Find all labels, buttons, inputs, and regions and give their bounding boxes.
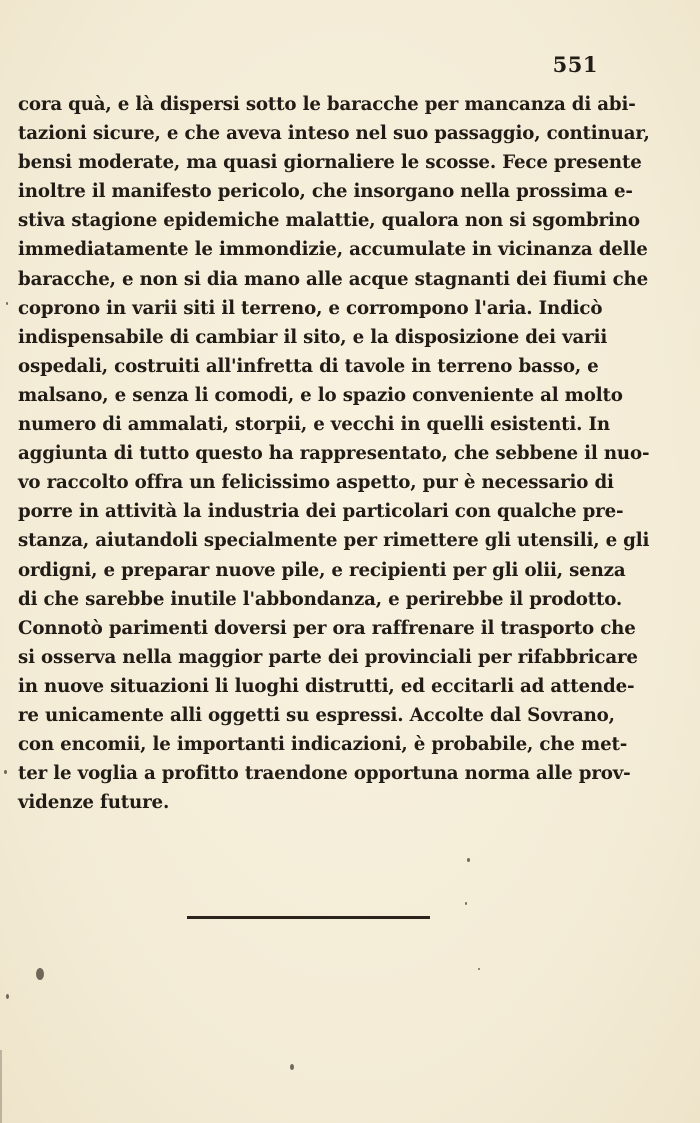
text-line: porre in attività la industria dei particolari con qualche pre- <box>18 501 624 523</box>
text-line: coprono in varii siti il terreno, e corrompono l'aria. Indicò <box>18 297 603 319</box>
page-number: 551 <box>552 52 598 77</box>
paper-speck <box>478 968 480 970</box>
text-line: ordigni, e preparar nuove pile, e recipienti per gli olii, senza <box>18 559 626 581</box>
text-line: baracche, e non si dia mano alle acque stagnanti dei fiumi che <box>18 268 648 290</box>
text-line: tazioni sicure, e che aveva inteso nel suo passaggio, continuar, <box>18 123 650 145</box>
text-line: malsano, e senza li comodi, e lo spazio conveniente al molto <box>18 384 623 406</box>
text-line: inoltre il manifesto pericolo, che insorgano nella prossima e- <box>18 181 633 203</box>
text-line: stanza, aiutandoli specialmente per rimettere gli utensili, e gli <box>18 530 650 552</box>
text-line: aggiunta di tutto questo ha rappresentato, che sebbene il nuo- <box>18 443 650 465</box>
text-line: di che sarebbe inutile l'abbondanza, e perirebbe il prodotto. <box>18 588 623 610</box>
body-text <box>18 90 650 817</box>
page-edge-shadow <box>0 1050 2 1123</box>
paper-speck <box>467 858 470 862</box>
text-line: immediatamente le immondizie, accumulate in vicinanza delle <box>18 239 648 261</box>
paper-speck <box>4 770 7 774</box>
text-line: indispensabile di cambiar il sito, e la disposizione dei varii <box>18 326 608 348</box>
text-line: videnze future. <box>18 792 170 814</box>
text-line: bensi moderate, ma quasi giornaliere le scosse. Fece presente <box>18 152 642 174</box>
end-rule <box>187 916 430 919</box>
text-line: ter le voglia a profitto traendone opportuna norma alle prov- <box>18 763 631 785</box>
paper-speck <box>6 302 8 305</box>
text-line: numero di ammalati, storpii, e vecchi in quelli esistenti. In <box>18 414 610 436</box>
text-line: re unicamente alli oggetti su espressi. Accolte dal Sovrano, <box>18 704 615 726</box>
text-line: cora quà, e là dispersi sotto le baracche per mancanza di abi- <box>18 94 636 115</box>
text-line: si osserva nella maggior parte dei provinciali per rifabbricare <box>18 646 638 668</box>
paper-speck <box>36 968 44 980</box>
text-line: vo raccolto offra un felicissimo aspetto, pur è necessario di <box>18 472 614 494</box>
text-line: in nuove situazioni li luoghi distrutti, ed eccitarli ad attende- <box>18 675 635 697</box>
paper-speck <box>6 994 9 999</box>
text-line: con encomii, le importanti indicazioni, è probabile, che met- <box>18 734 628 756</box>
paper-speck <box>290 1064 294 1070</box>
text-line: stiva stagione epidemiche malattie, qualora non si sgombrino <box>18 210 640 232</box>
paper-speck <box>465 902 467 905</box>
text-line: Connotò parimenti doversi per ora raffrenare il trasporto che <box>18 617 636 639</box>
text-line: ospedali, costruiti all'infretta di tavole in terreno basso, e <box>18 355 599 377</box>
